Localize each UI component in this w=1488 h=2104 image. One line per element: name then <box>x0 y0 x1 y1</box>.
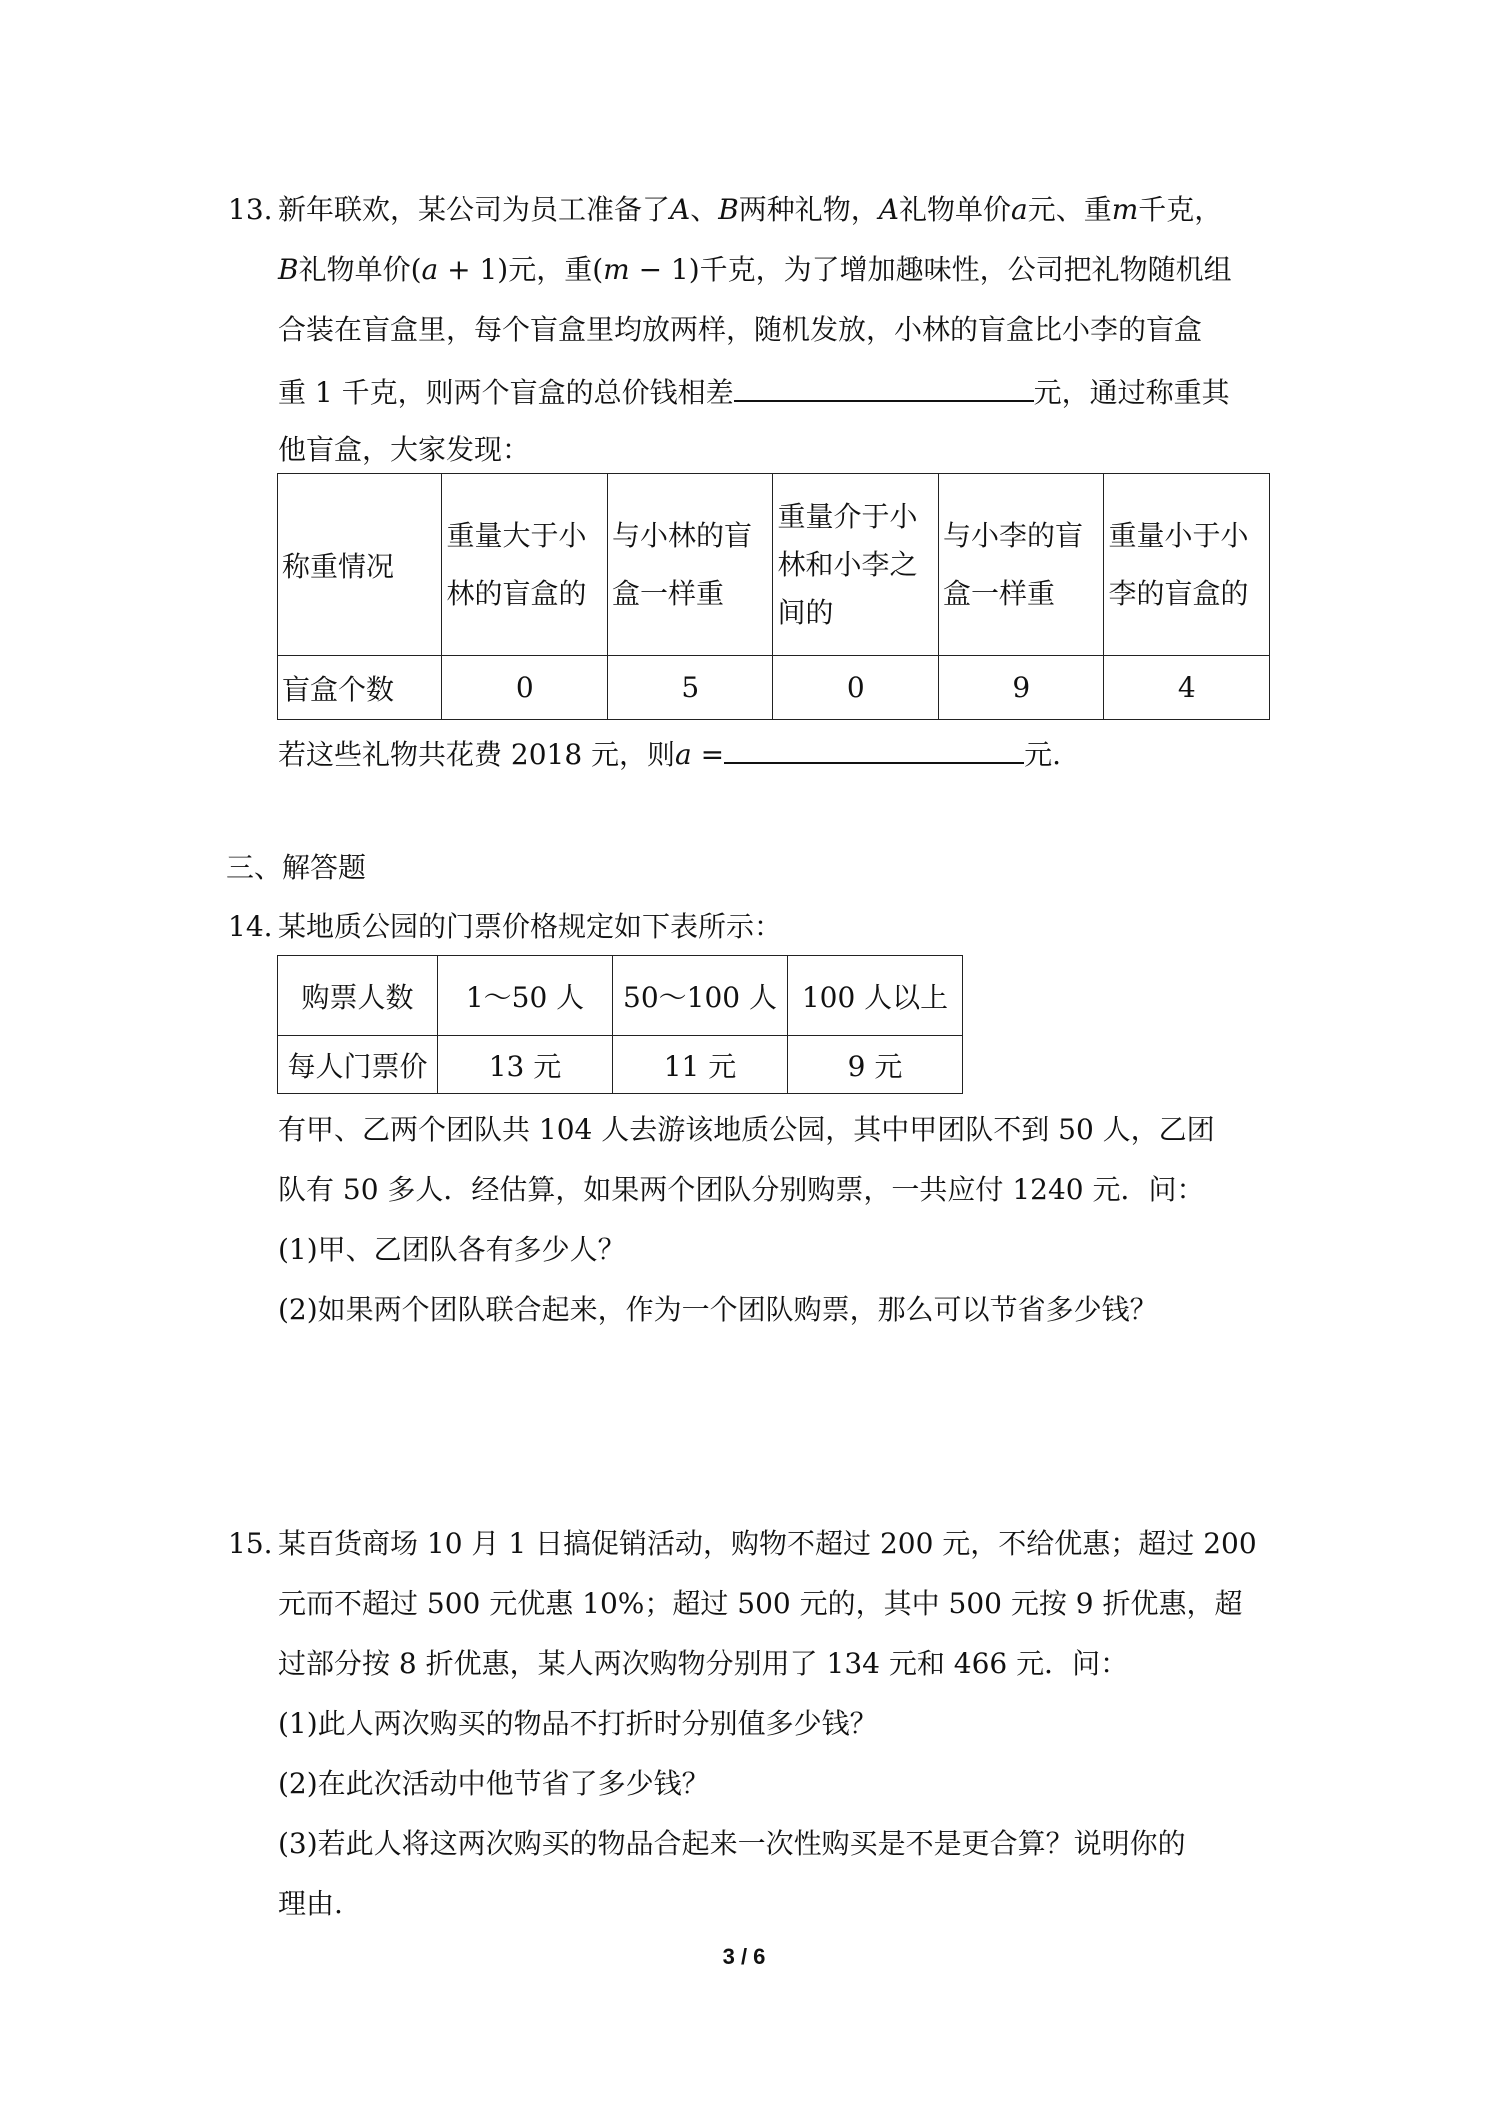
q15-line-1: 某百货商场 10 月 1 日搞促销活动，购物不超过 200 元，不给优惠；超过 200 <box>278 1527 1257 1560</box>
q13-line-2: 𝐵礼物单价(𝑎 + 1)元，重(𝑚 − 1)千克，为了增加趣味性，公司把礼物随机组 <box>278 253 1232 286</box>
q13-line-4-text: 重 1 千克，则两个盲盒的总价钱相差 <box>278 376 734 409</box>
q14-price-cell: 9 元 <box>788 1036 963 1094</box>
section-heading: 三、解答题 <box>226 851 367 884</box>
q13-table-count-label: 盲盒个数 <box>278 656 442 720</box>
q13-table-col-4: 与小李的盲 盒一样重 <box>938 474 1104 656</box>
q15-line-4: (1)此人两次购买的物品不打折时分别值多少钱？ <box>278 1707 878 1740</box>
q15-line-7: 理由. <box>278 1887 343 1920</box>
q13-weighing-table <box>277 473 1270 720</box>
q13-table-count-row <box>278 656 1270 720</box>
q14-line-4: (2)如果两个团队联合起来，作为一个团队购票，那么可以节省多少钱？ <box>278 1293 1158 1326</box>
q13-count-cell: 0 <box>773 656 939 720</box>
q14-line-3: (1)甲、乙团队各有多少人？ <box>278 1233 626 1266</box>
q15-line-5: (2)在此次活动中他节省了多少钱？ <box>278 1767 710 1800</box>
q14-table-header-cell: 购票人数 <box>278 956 438 1036</box>
q13-line-5: 他盲盒，大家发现： <box>278 433 531 466</box>
q14-table-row-label: 每人门票价 <box>278 1036 438 1094</box>
q15-number: 15. <box>228 1527 273 1560</box>
q13-table-row-header: 称重情况 <box>278 474 442 656</box>
q14-intro: 某地质公园的门票价格规定如下表所示： <box>278 910 783 943</box>
q13-after-suffix: 元. <box>1024 738 1062 771</box>
q14-table-header-cell: 50～100 人 <box>613 956 788 1036</box>
q14-table-header-cell: 1～50 人 <box>438 956 613 1036</box>
q13-table-col-5: 重量小于小 李的盲盒的 <box>1104 474 1270 656</box>
q13-count-cell: 9 <box>938 656 1104 720</box>
q13-count-cell: 4 <box>1104 656 1270 720</box>
q13-count-cell: 0 <box>442 656 608 720</box>
q14-price-cell: 13 元 <box>438 1036 613 1094</box>
q13-line-1: 新年联欢，某公司为员工准备了𝐴、𝐵两种礼物，𝐴礼物单价𝑎元、重𝑚千克， <box>278 193 1223 226</box>
q13-line-4-tail: 元，通过称重其 <box>1033 376 1230 409</box>
q13-line-3: 合装在盲盒里，每个盲盒里均放两样，随机发放，小林的盲盒比小李的盲盒 <box>278 313 1203 346</box>
q13-line-4 <box>278 370 1230 413</box>
q13-count-cell: 5 <box>607 656 773 720</box>
page-number: 3 / 6 <box>722 1944 766 1969</box>
q15-line-2: 元而不超过 500 元优惠 10%；超过 500 元的，其中 500 元按 9 折优惠，超 <box>278 1587 1243 1620</box>
q14-price-table <box>277 955 963 1094</box>
q14-table-header-cell: 100 人以上 <box>788 956 963 1036</box>
q14-price-cell: 11 元 <box>613 1036 788 1094</box>
q14-table-price-row <box>278 1036 963 1094</box>
q14-line-1: 有甲、乙两个团队共 104 人去游该地质公园，其中甲团队不到 50 人，乙团 <box>278 1113 1215 1146</box>
q13-answer-blank-1[interactable] <box>734 370 1034 402</box>
q15-line-3: 过部分按 8 折优惠，某人两次购物分别用了 134 元和 466 元．问： <box>278 1647 1129 1680</box>
q13-table-col-1: 重量大于小 林的盲盒的 <box>442 474 608 656</box>
q15-line-6: (3)若此人将这两次购买的物品合起来一次性购买是不是更合算？说明你的 <box>278 1827 1186 1860</box>
q14-number: 14. <box>228 910 273 943</box>
q13-after-table <box>278 732 1061 775</box>
q13-table-col-3: 重量介于小 林和小李之 间的 <box>773 474 939 656</box>
q14-table-header-row <box>278 956 963 1036</box>
q13-after-prefix: 若这些礼物共花费 2018 元，则𝑎 = <box>278 738 725 771</box>
q13-table-col-2: 与小林的盲 盒一样重 <box>607 474 773 656</box>
q13-answer-blank-2[interactable] <box>724 732 1024 764</box>
q13-table-header-row <box>278 474 1270 656</box>
q13-number: 13. <box>228 193 273 226</box>
q14-line-2: 队有 50 多人．经估算，如果两个团队分别购票，一共应付 1240 元．问： <box>278 1173 1205 1206</box>
